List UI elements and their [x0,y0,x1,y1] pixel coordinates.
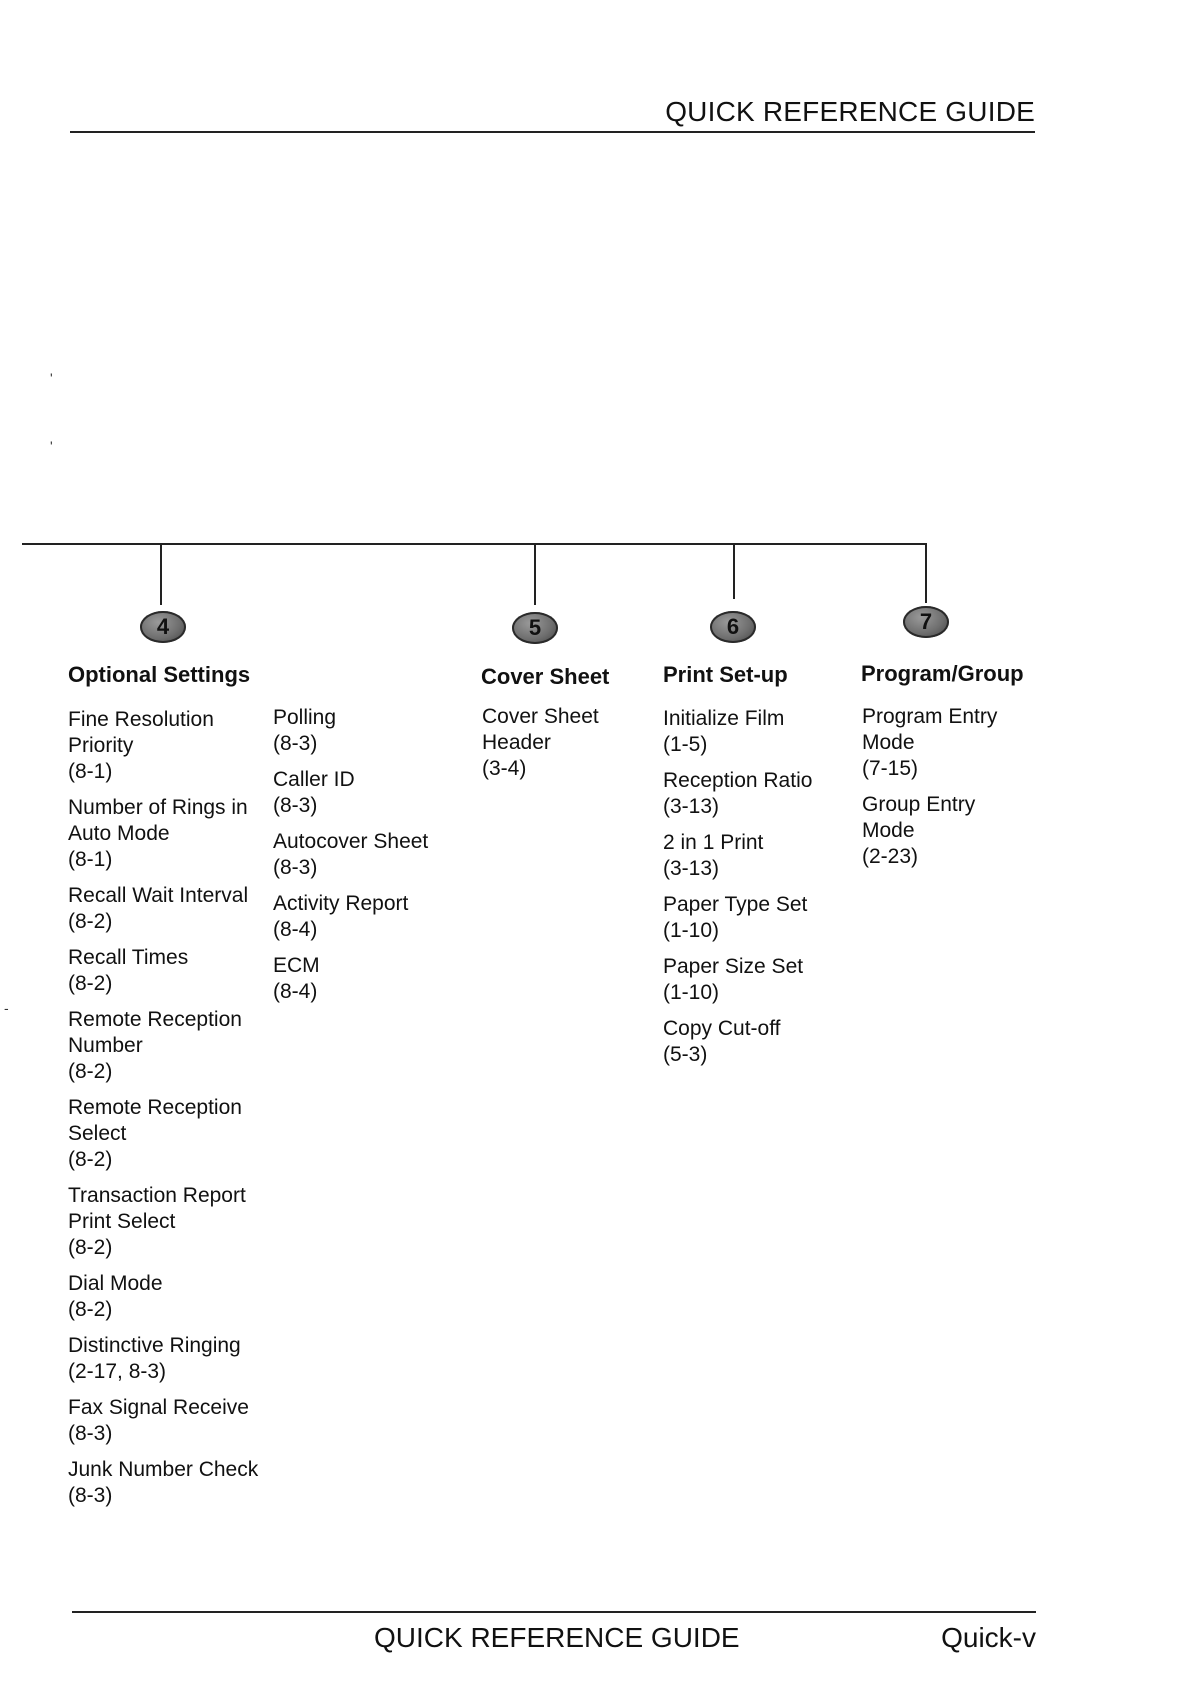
item-label: Reception Ratio [663,769,813,792]
list-item [273,953,473,1005]
section-title-cover-sheet: Cover Sheet [481,664,610,689]
item-label: Dial Mode [68,1272,163,1295]
list-item [663,768,848,820]
list-item [68,1095,273,1173]
item-page-ref: (1-10) [663,981,720,1004]
list-item [862,704,1032,782]
item-label: Polling [273,706,337,729]
item-label: Copy Cut-off [663,1017,781,1040]
list-item [273,891,473,943]
item-page-ref: (3-4) [482,757,527,780]
optional-settings-column-2 [273,705,473,1015]
item-page-ref: (8-4) [273,980,318,1003]
item-page-ref: (8-3) [273,732,318,755]
item-page-ref: (8-2) [68,1148,113,1171]
item-page-ref: (8-3) [273,794,318,817]
item-page-ref: (8-3) [68,1422,113,1445]
print-set-up-column [663,706,848,1078]
item-label: ECM [273,954,320,977]
list-item [68,945,273,997]
list-item [68,1333,273,1385]
item-label: Number of Rings in Auto Mode [68,796,248,845]
section-number-badge-5: 5 [512,612,558,644]
list-item [68,1271,273,1323]
item-label: Recall Wait Interval [68,884,249,907]
item-page-ref: (1-5) [663,733,708,756]
item-page-ref: (8-1) [68,848,113,871]
section-number-badge-4: 4 [140,611,186,643]
item-page-ref: (3-13) [663,857,720,880]
cover-sheet-column [482,704,642,792]
item-label: Recall Times [68,946,189,969]
list-item [273,767,473,819]
item-page-ref: (8-2) [68,972,113,995]
item-label: Fine Resolution Priority [68,708,214,757]
section-title-print-set-up: Print Set-up [663,662,788,687]
item-label: 2 in 1 Print [663,831,764,854]
item-page-ref: (2-17, 8-3) [68,1360,167,1383]
list-item [273,829,473,881]
list-item [482,704,642,782]
program-group-column [862,704,1032,880]
list-item [68,1395,273,1447]
section-number-badge-6: 6 [710,611,756,643]
list-item [68,883,273,935]
tree-connector-5 [534,543,536,605]
list-item [663,830,848,882]
item-page-ref: (8-4) [273,918,318,941]
item-label: Autocover Sheet [273,830,429,853]
item-page-ref: (8-1) [68,760,113,783]
item-label: Fax Signal Receive [68,1396,249,1419]
item-label: Group Entry Mode [862,793,976,842]
list-item [68,795,273,873]
scan-mark: ' [50,370,53,386]
list-item [663,954,848,1006]
item-page-ref: (8-3) [68,1484,113,1507]
optional-settings-column-1 [68,707,273,1519]
footer-rule [72,1611,1036,1613]
item-label: Initialize Film [663,707,785,730]
item-page-ref: (8-2) [68,1236,113,1259]
page-number: Quick-v [941,1622,1036,1653]
item-page-ref: (7-15) [862,757,919,780]
item-label: Distinctive Ringing [68,1334,241,1357]
item-page-ref: (8-3) [273,856,318,879]
list-item [663,1016,848,1068]
list-item [862,792,1032,870]
item-page-ref: (5-3) [663,1043,708,1066]
item-page-ref: (8-2) [68,1298,113,1321]
item-label: Remote Reception Select [68,1096,242,1145]
item-page-ref: (1-10) [663,919,720,942]
item-page-ref: (8-2) [68,910,113,933]
list-item [273,705,473,757]
list-item [68,1183,273,1261]
section-title-program-group: Program/Group [861,661,1024,686]
tree-connector-4 [160,543,162,605]
item-label: Activity Report [273,892,409,915]
list-item [663,892,848,944]
header-rule [70,131,1035,133]
tree-connector-horizontal [22,543,927,545]
item-page-ref: (3-13) [663,795,720,818]
item-label: Paper Size Set [663,955,804,978]
item-label: Junk Number Check [68,1458,259,1481]
section-title-optional-settings: Optional Settings [68,662,251,687]
scan-mark: ' [50,438,53,454]
item-label: Remote Reception Number [68,1008,242,1057]
page-header-title: QUICK REFERENCE GUIDE [665,96,1035,127]
tree-connector-7 [925,543,927,603]
list-item [663,706,848,758]
item-label: Program Entry Mode [862,705,998,754]
section-number-badge-7: 7 [903,606,949,638]
scan-mark: - [4,1000,9,1016]
list-item [68,1007,273,1085]
list-item [68,1457,273,1509]
tree-connector-6 [733,543,735,599]
item-label: Transaction Report Print Select [68,1184,246,1233]
item-page-ref: (8-2) [68,1060,113,1083]
page-footer-title: QUICK REFERENCE GUIDE [374,1622,740,1653]
item-label: Caller ID [273,768,355,791]
item-label: Paper Type Set [663,893,808,916]
list-item [68,707,273,785]
item-page-ref: (2-23) [862,845,919,868]
item-label: Cover Sheet Header [482,705,599,754]
